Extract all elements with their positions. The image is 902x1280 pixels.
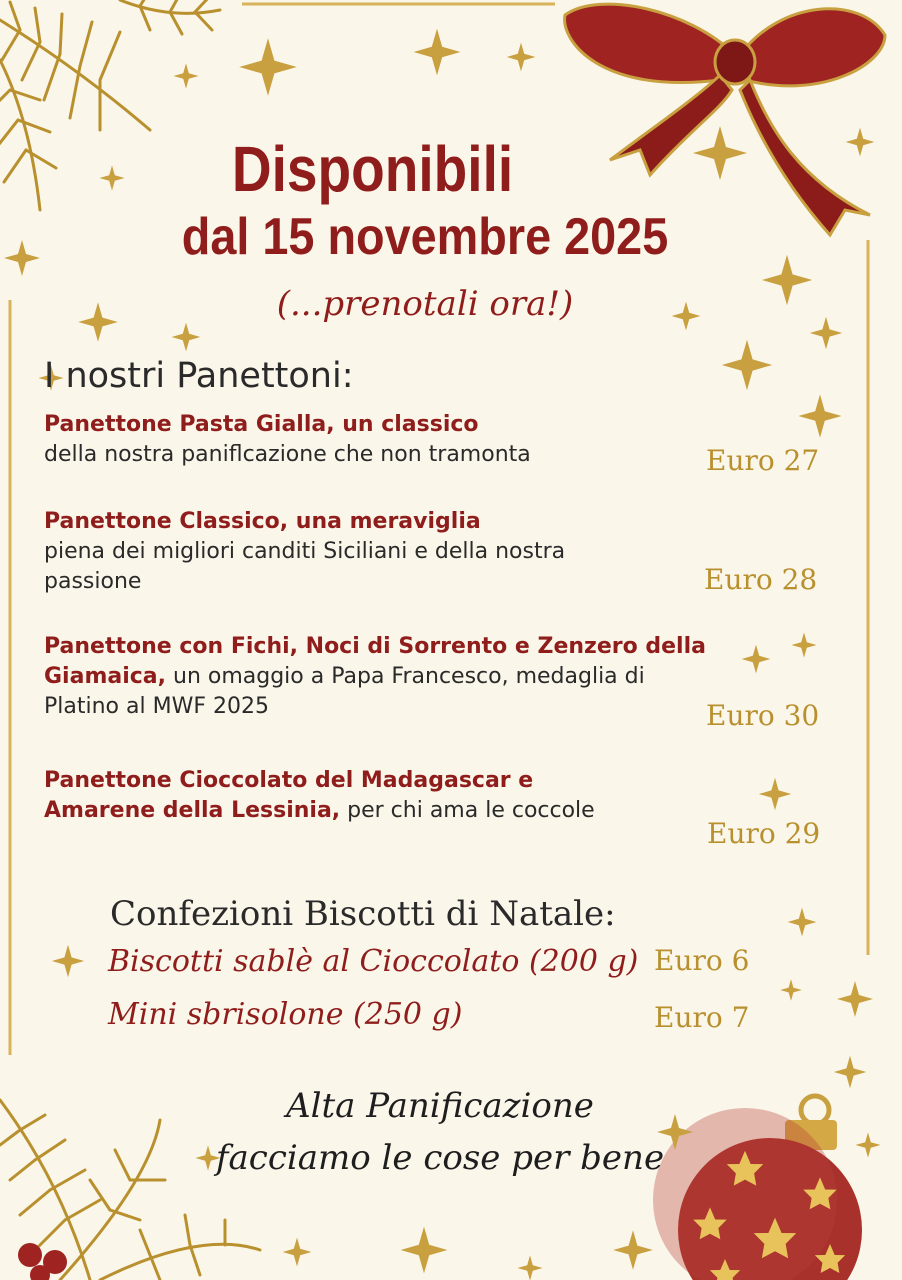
biscotti-item-price: Euro 7 [654,1001,750,1034]
product-price: Euro 27 [706,444,820,477]
product-name: Panettone Pasta Gialla, un classico [44,412,479,437]
list-item [44,507,644,597]
panettoni-heading: I nostri Panettoni: [44,356,354,396]
page-title: Disponibili [231,133,514,205]
availability-date: dal 15 novembre 2025 [181,208,669,266]
product-price: Euro 29 [707,817,821,850]
list-item [44,632,714,722]
product-name: Panettone Cioccolato del Madagascar e Amarene della Lessinia, [44,768,534,823]
biscotti-item-price: Euro 6 [654,944,750,977]
product-description: per chi ama le coccole [347,798,595,823]
holly-berries-icon [18,1243,67,1280]
product-description: un omaggio a Papa Francesco, medaglia di Platino al MWF 2025 [44,664,645,719]
product-description: piena dei migliori canditi Siciliani e della nostra passione [44,539,566,594]
footer-slogan-line2: facciamo le cose per bene [215,1138,665,1178]
product-description: della nostra paniflcazione che non tramonta [44,442,531,467]
footer-slogan-line1: Alta Panificazione [286,1086,594,1126]
product-name: Panettone Classico, una meraviglia [44,509,481,534]
product-price: Euro 30 [706,699,820,732]
biscotti-heading: Confezioni Biscotti di Natale: [110,894,616,934]
preorder-note: (...prenotali ora!) [276,284,574,324]
list-item [44,410,724,470]
list-item [44,766,634,826]
product-name: Panettone con Fichi, Noci di Sorrento e Zenzero della Giamaica, [44,634,706,689]
product-price: Euro 28 [704,563,818,596]
biscotti-item-name: Biscotti sablè al Cioccolato (200 g) [108,944,639,979]
biscotti-item-name: Mini sbrisolone (250 g) [108,997,463,1032]
christmas-ornament-icon [653,1096,862,1280]
